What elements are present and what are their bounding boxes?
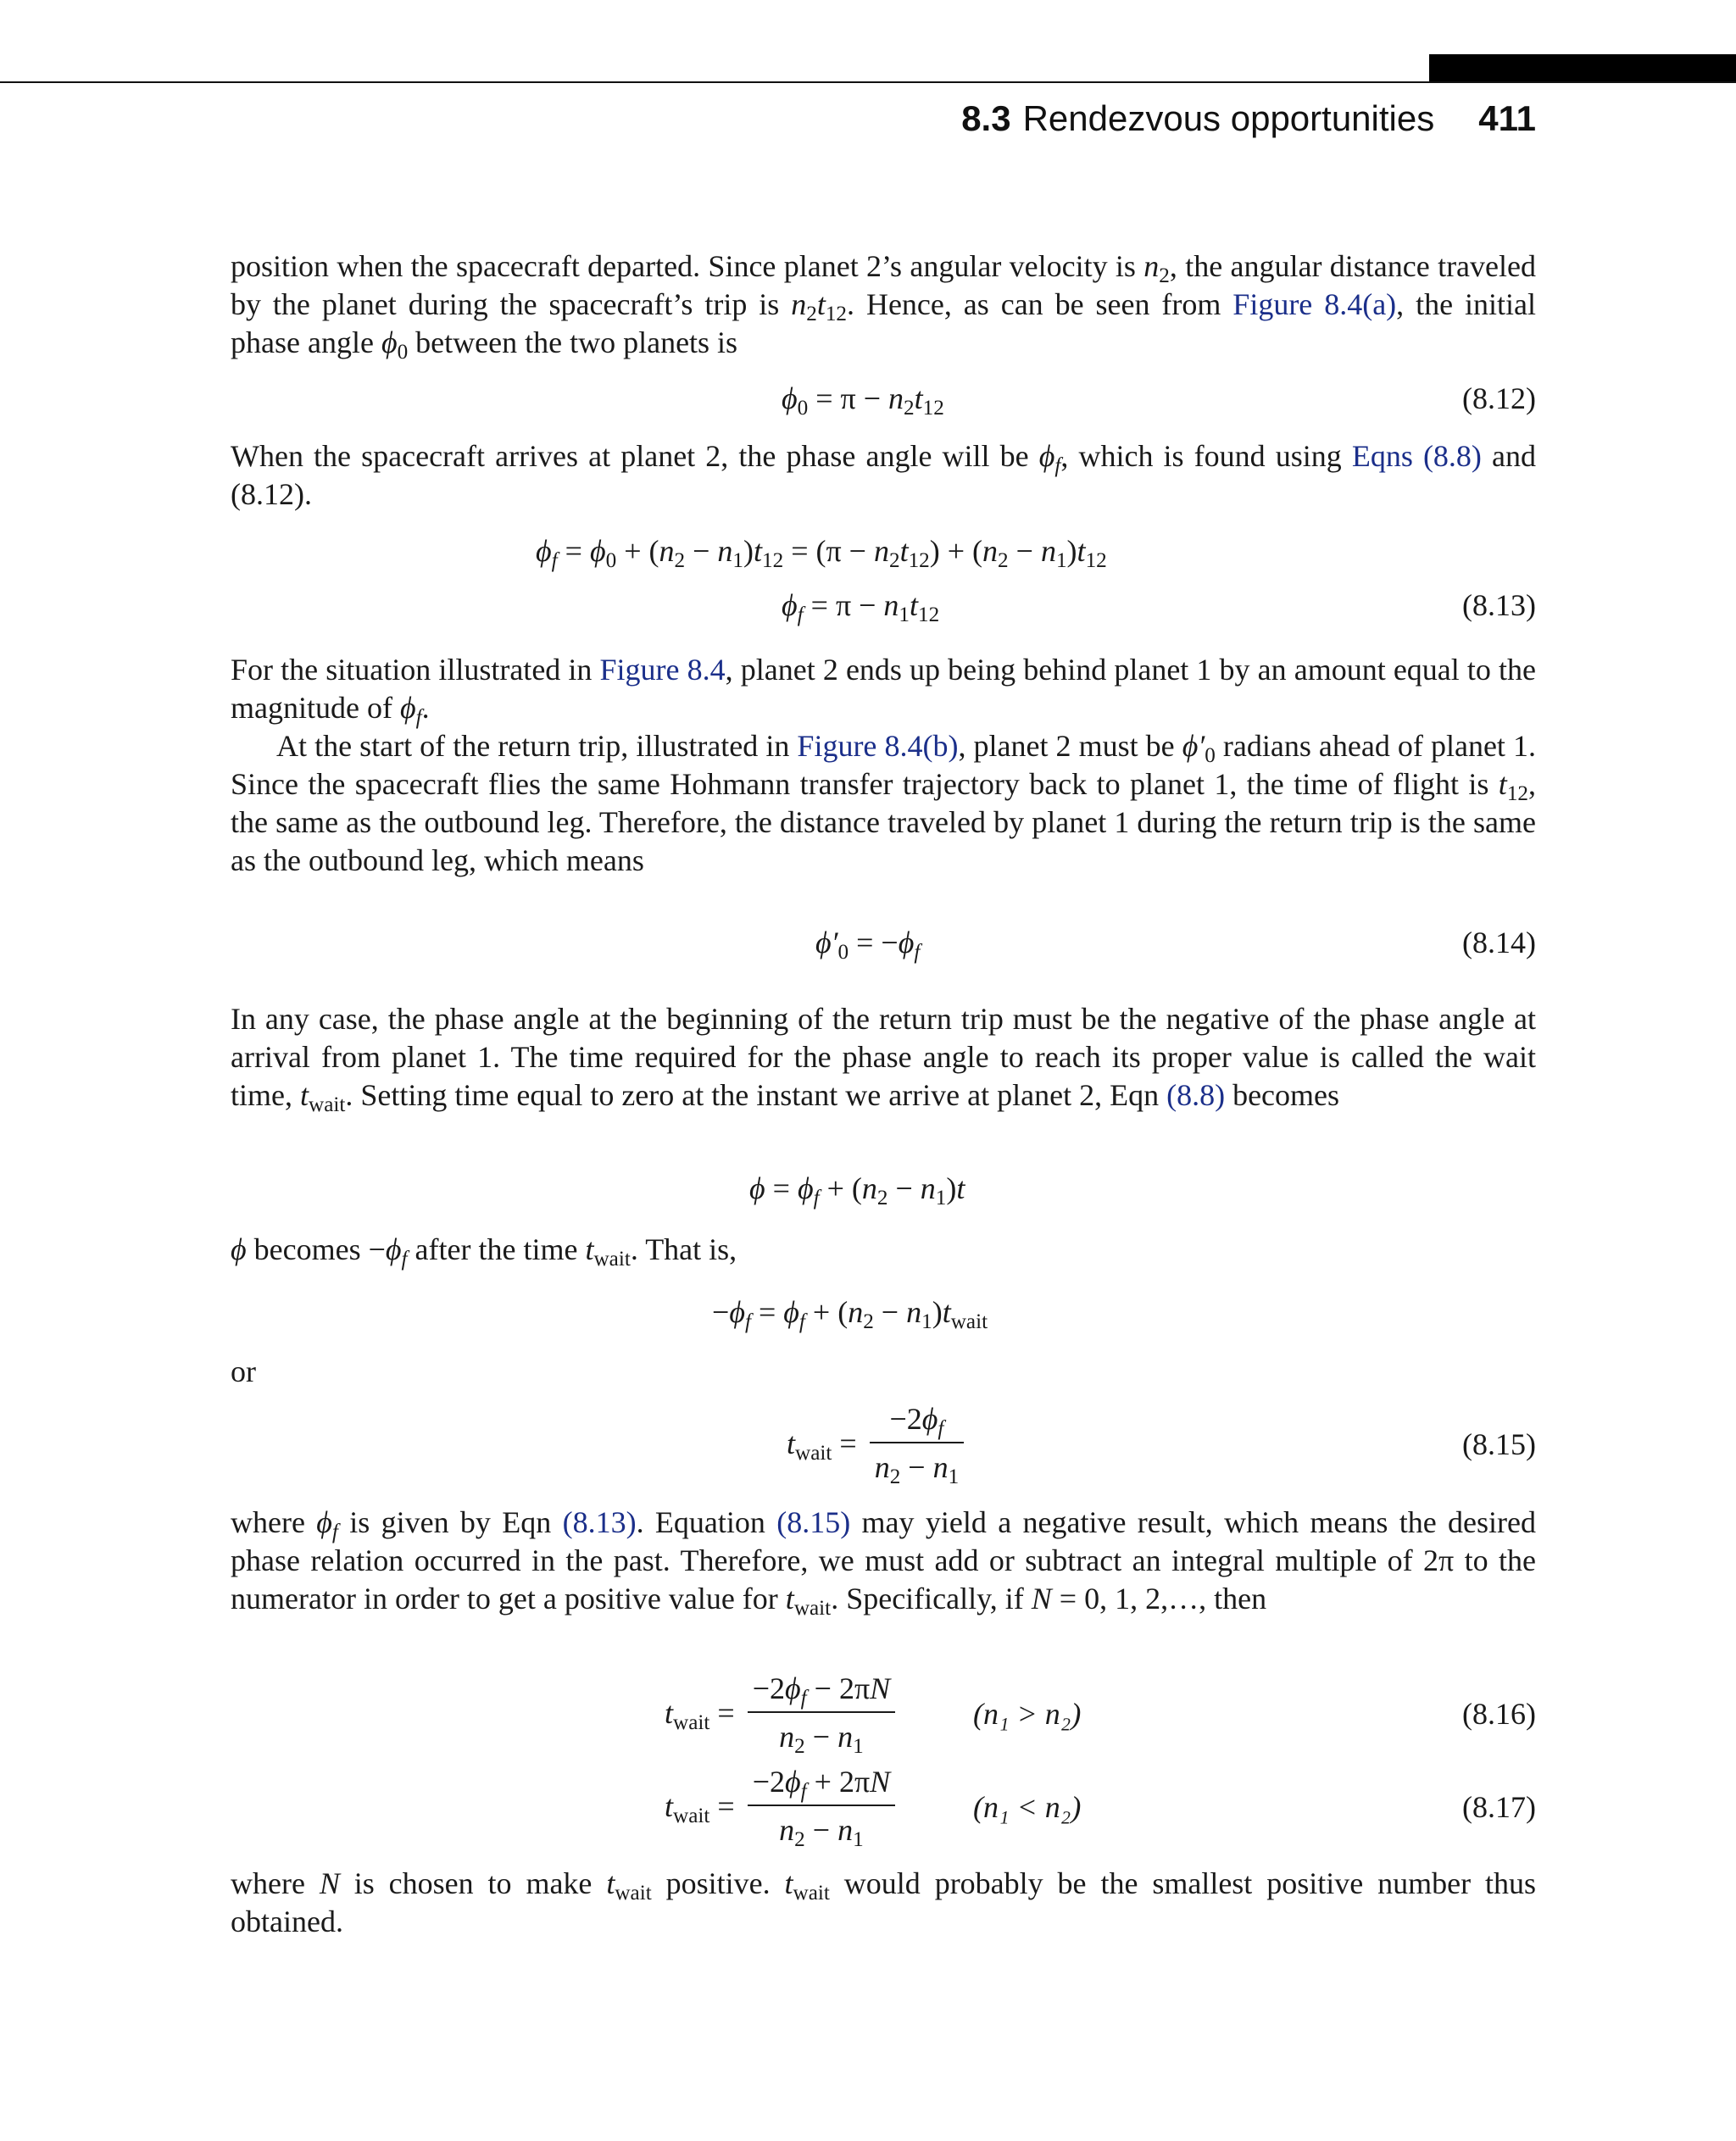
paragraph-5: In any case, the phase angle at the beginning of the return trip must be the negative of the phase angle at arrival from planet 1. The time required for the phase angle to reach its proper value is called the wait time, $t_{wait}$. Setting time equal to zero at the instant we arrive at planet 2, Eqn (8.8) becomes	[231, 1002, 1536, 1117]
paragraph-6: ϕ becomes $-\phi_f$ after the time $t_{wait}$. That is,	[231, 1232, 737, 1271]
running-head	[961, 93, 1536, 144]
equation-number: (8.12)	[1462, 381, 1536, 415]
header-rule	[0, 81, 1736, 83]
equation-link-8-15[interactable]: (8.15)	[776, 1505, 851, 1539]
paragraph-2: When the spacecraft arrives at planet 2, the phase angle will be $\phi_f$, which is found using Eqns (8.8) and (8.12).	[231, 439, 1536, 511]
page-number: 411	[1478, 98, 1536, 138]
equation-link-8-13[interactable]: (8.13)	[562, 1505, 637, 1539]
equation-number: (8.15)	[1462, 1427, 1536, 1461]
figure-link-8-4b[interactable]: Figure 8.4(b)	[797, 729, 959, 763]
section-title: Rendezvous opportunities	[1022, 98, 1435, 138]
paragraph-3: For the situation illustrated in Figure 8.4, planet 2 ends up being behind planet 1 by an amount equal to the magnitude of $\phi_f$.	[231, 653, 1536, 730]
equation-8-15: $t_{wait}$ = $\frac{-2\phi_f}{n_2 - n_1}$ (8.15)	[787, 1402, 1536, 1489]
paragraph-8: where $\phi_f$ is given by Eqn (8.13). Equation (8.15) may yield a negative result, which means the desired phase relation occurred in the past. Therefore, we must add or subtract an integral multiple of 2π to the numerator in order to get a positive value for $t_{wait}$. Specifically, if N = 0, 1, 2,…, then	[231, 1505, 1536, 1621]
section-number: 8.3	[961, 98, 1011, 138]
paragraph-1: position when the spacecraft departed. Since planet 2’s angular velocity is $n_2$, the angular distance traveled by the planet during the spacecraft’s trip is $n_2t_{12}$. Hence, as can be seen from Figure 8.4(a), the initial phase angle $\phi_0$ between the two planets is	[231, 249, 1536, 364]
equation-8-16: $t_{wait}$ = $\frac{-2\phi_f - 2\pi N}{n_2 - n_1}$ (n₁ > n₂) (8.16)	[665, 1671, 1536, 1759]
equation-link-8-8b[interactable]: (8.8)	[1166, 1078, 1226, 1112]
figure-link-8-4a[interactable]: Figure 8.4(a)	[1232, 287, 1397, 321]
figure-link-8-4[interactable]: Figure 8.4	[599, 653, 726, 687]
equation-number: (8.13)	[1462, 588, 1536, 622]
paragraph-9: where N is chosen to make $t_{wait}$ positive. $t_{wait}$ would probably be the smallest positive number thus obtained.	[231, 1866, 1536, 1938]
condition-n1-greater: (n₁ > n₂)	[973, 1697, 1082, 1731]
equation-number: (8.16)	[1462, 1697, 1536, 1731]
condition-n1-less: (n₁ < n₂)	[973, 1790, 1082, 1824]
equation-number: (8.17)	[1462, 1790, 1536, 1824]
header-tab-bar	[1429, 54, 1736, 83]
equation-8-17: $t_{wait}$ = $\frac{-2\phi_f + 2\pi N}{n_2 - n_1}$ (n₁ < n₂) (8.17)	[665, 1765, 1536, 1852]
paragraph-or: or	[231, 1354, 256, 1388]
equation-link-8-8[interactable]: Eqns (8.8)	[1351, 439, 1482, 473]
paragraph-4: At the start of the return trip, illustrated in Figure 8.4(b), planet 2 must be $\phi'_0$ radians ahead of planet 1. Since the spacecraft flies the same Hohmann transfer trajectory back to planet 1, the time of flight is $t_{12}$, the same as the outbound leg. Therefore, the distance traveled by planet 1 during the return trip is the same as the outbound leg, which means	[231, 729, 1537, 877]
equation-number: (8.14)	[1462, 926, 1536, 959]
